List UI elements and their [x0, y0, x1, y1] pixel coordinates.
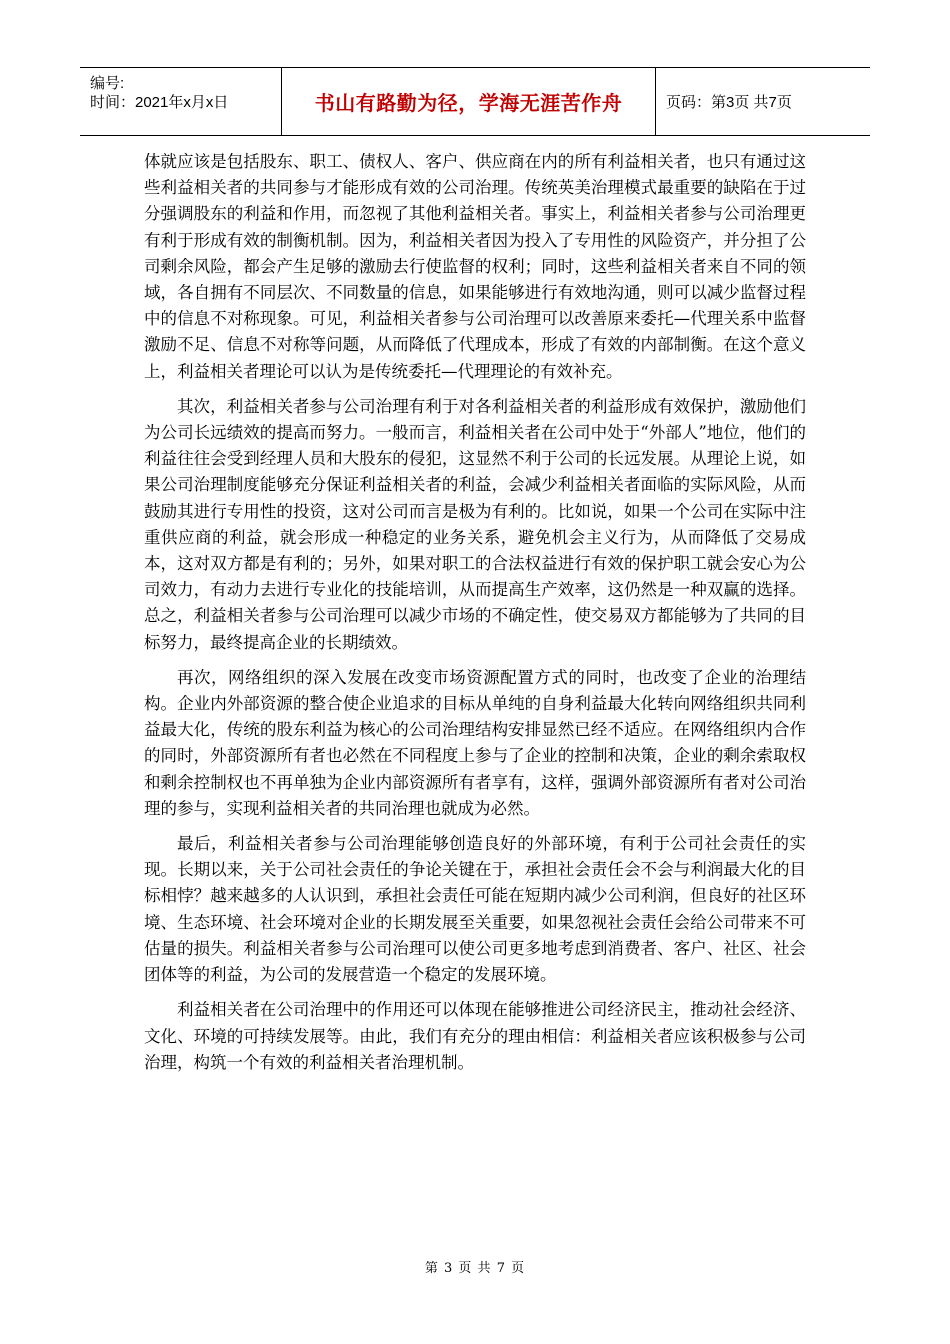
body-paragraph-5: 利益相关者在公司治理中的作用还可以体现在能够推进公司经济民主，推动社会经济、文化、环境的可持续发展等。由此，我们有充分的理由相信：利益相关者应该积极参与公司治理，构筑一个有效的利益相关者治理机制。: [144, 1000, 806, 1072]
document-header: [80, 67, 870, 136]
header-motto-cell: [282, 68, 656, 135]
header-page-label: 页码：第3页 共7页: [666, 94, 792, 111]
header-motto: 书山有路勤为径，学海无涯苦作舟: [314, 91, 623, 115]
document-body: [144, 149, 806, 1085]
body-paragraph-4: 最后，利益相关者参与公司治理能够创造良好的外部环境，有利于公司社会责任的实现。长期以来，关于公司社会责任的争论关键在于，承担社会责任会不会与利润最大化的目标相悖？越来越多的人认识到，承担社会责任可能在短期内减少公司利润，但良好的社区环境、生态环境、社会环境对企业的长期发展至关重要，如果忽视社会责任会给公司带来不可估量的损失。利益相关者参与公司治理可以使公司更多地考虑到消费者、客户、社区、社会团体等的利益，为公司的发展营造一个稳定的发展环境。: [144, 834, 806, 985]
document-number-label: 编号:: [90, 75, 125, 92]
header-meta-cell: [80, 68, 282, 135]
header-page-cell: [656, 68, 870, 135]
page-footer: 第 3 页 共 7 页: [424, 1261, 526, 1276]
body-paragraph-2: 其次，利益相关者参与公司治理有利于对各利益相关者的利益形成有效保护，激励他们为公司长远绩效的提高而努力。一般而言，利益相关者在公司中处于“外部人”地位，他们的利益往往会受到经理人员和大股东的侵犯，这显然不利于公司的长远发展。从理论上说，如果公司治理制度能够充分保证利益相关者的利益，会减少利益相关者面临的实际风险，从而鼓励其进行专用性的投资，这对公司而言是极为有利的。比如说，如果一个公司在实际中注重供应商的利益，就会形成一种稳定的业务关系，避免机会主义行为，从而降低了交易成本，这对双方都是有利的；另外，如果对职工的合法权益进行有效的保护职工就会安心为公司效力，有动力去进行专业化的技能培训，从而提高生产效率，这仍然是一种双赢的选择。总之，利益相关者参与公司治理可以减少市场的不确定性，使交易双方都能够为了共同的目标努力，最终提高企业的长期绩效。: [144, 396, 806, 652]
body-paragraph-3: 再次，网络组织的深入发展在改变市场资源配置方式的同时，也改变了企业的治理结构。企业内外部资源的整合使企业追求的目标从单纯的自身利益最大化转向网络组织共同利益最大化，传统的股东利益为核心的公司治理结构安排显然已经不适应。在网络组织内合作的同时，外部资源所有者也必然在不同程度上参与了企业的控制和决策，企业的剩余索取权和剩余控制权也不再单独为企业内部资源所有者享有，这样，强调外部资源所有者对公司治理的参与，实现利益相关者的共同治理也就成为必然。: [144, 667, 806, 818]
document-time-label: 时间：2021年x月x日: [90, 94, 229, 111]
body-paragraph-1: 体就应该是包括股东、职工、债权人、客户、供应商在内的所有利益相关者，也只有通过这些利益相关者的共同参与才能形成有效的公司治理。传统英美治理模式最重要的缺陷在于过分强调股东的利益和作用，而忽视了其他利益相关者。事实上，利益相关者参与公司治理更有利于形成有效的制衡机制。因为，利益相关者因为投入了专用性的风险资产，并分担了公司剩余风险，都会产生足够的激励去行使监督的权利；同时，这些利益相关者来自不同的领域，各自拥有不同层次、不同数量的信息，如果能够进行有效地沟通，则可以减少监督过程中的信息不对称现象。可见，利益相关者参与公司治理可以改善原来委托—代理关系中监督激励不足、信息不对称等问题，从而降低了代理成本，形成了有效的内部制衡。在这个意义上，利益相关者理论可以认为是传统委托—代理理论的有效补充。: [144, 152, 806, 381]
